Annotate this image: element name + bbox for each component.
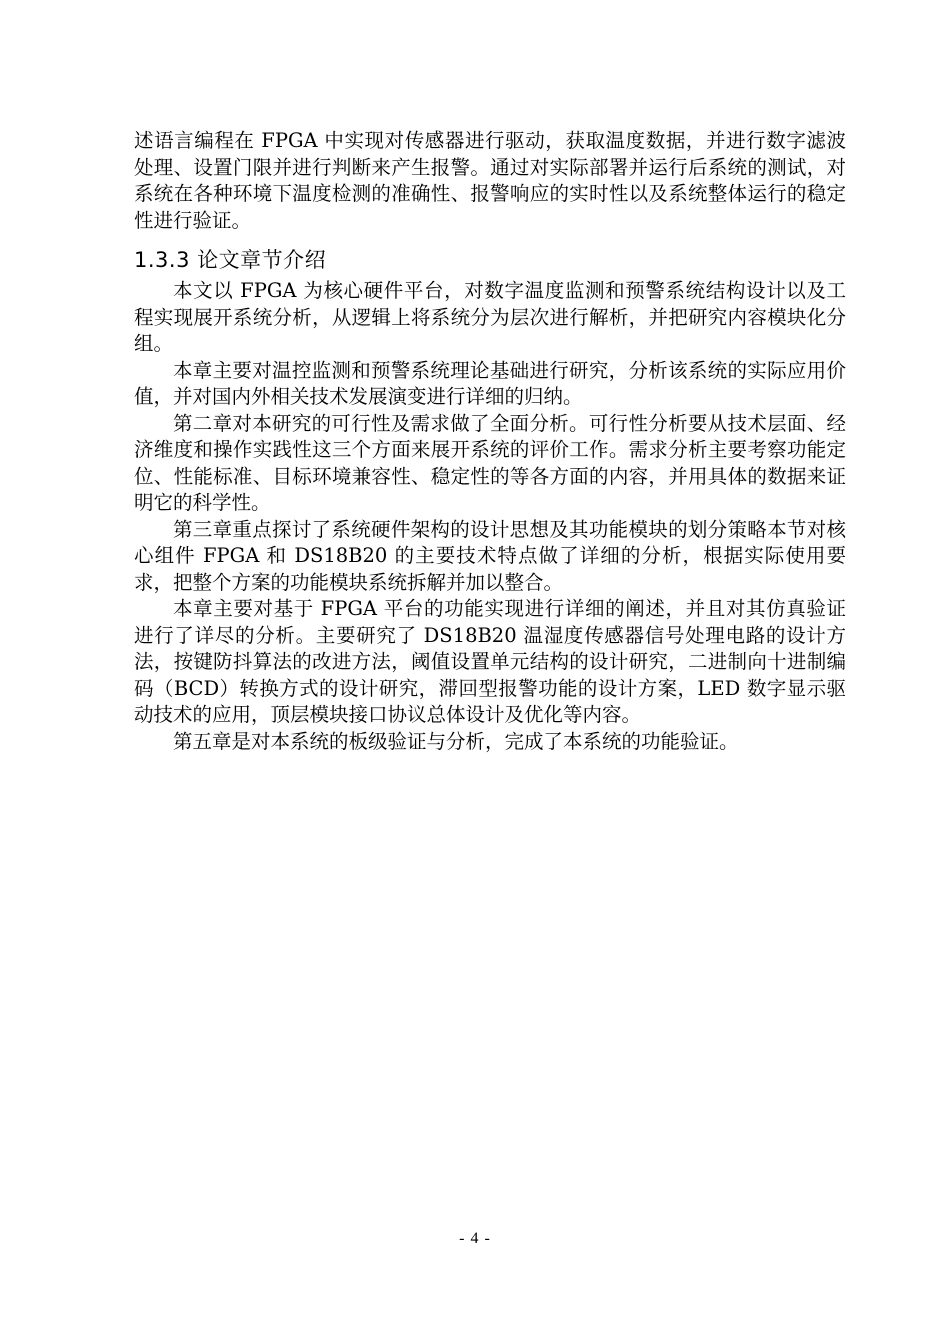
page-number: - 4 -: [459, 1230, 491, 1247]
paragraph-chapter-4: 本章主要对基于 FPGA 平台的功能实现进行详细的阐述，并且对其仿真验证进行了详尽的分析。主要研究了 DS18B20 温湿度传感器信号处理电路的设计方法，按键防抖算法的改进方法，阈值设置单元结构的设计研究，二进制向十进制编码（BCD）转换方式的设计研究，滞回型报警功能的设计方案，LED 数字显示驱动技术的应用，顶层模块接口协议总体设计及优化等内容。: [134, 597, 846, 726]
page-body: [134, 128, 846, 755]
paragraph-chapter-1: 本章主要对温控监测和预警系统理论基础进行研究，分析该系统的实际应用价值，并对国内外相关技术发展演变进行详细的归纳。: [134, 358, 846, 408]
intro-paragraph: 述语言编程在 FPGA 中实现对传感器进行驱动，获取温度数据，并进行数字滤波处理、设置门限并进行判断来产生报警。通过对实际部署并运行后系统的测试，对系统在各种环境下温度检测的准确性、报警响应的实时性以及系统整体运行的稳定性进行验证。: [134, 129, 846, 232]
paragraph-overview: 本文以 FPGA 为核心硬件平台，对数字温度监测和预警系统结构设计以及工程实现展开系统分析，从逻辑上将系统分为层次进行解析，并把研究内容模块化分组。: [134, 279, 846, 355]
paragraph-chapter-3: 第三章重点探讨了系统硬件架构的设计思想及其功能模块的划分策略本节对核心组件 FPGA 和 DS18B20 的主要技术特点做了详细的分析，根据实际使用要求，把整个方案的功能模块系统拆解并加以整合。: [134, 517, 846, 594]
section-heading: 1.3.3 论文章节介绍: [134, 248, 327, 272]
paragraph-chapter-2: 第二章对本研究的可行性及需求做了全面分析。可行性分析要从技术层面、经济维度和操作实践性这三个方面来展开系统的评价工作。需求分析主要考察功能定位、性能标准、目标环境兼容性、稳定性的等各方面的内容，并用具体的数据来证明它的科学性。: [134, 411, 846, 514]
paragraph-chapter-5: 第五章是对本系统的板级验证与分析，完成了本系统的功能验证。: [173, 729, 739, 753]
